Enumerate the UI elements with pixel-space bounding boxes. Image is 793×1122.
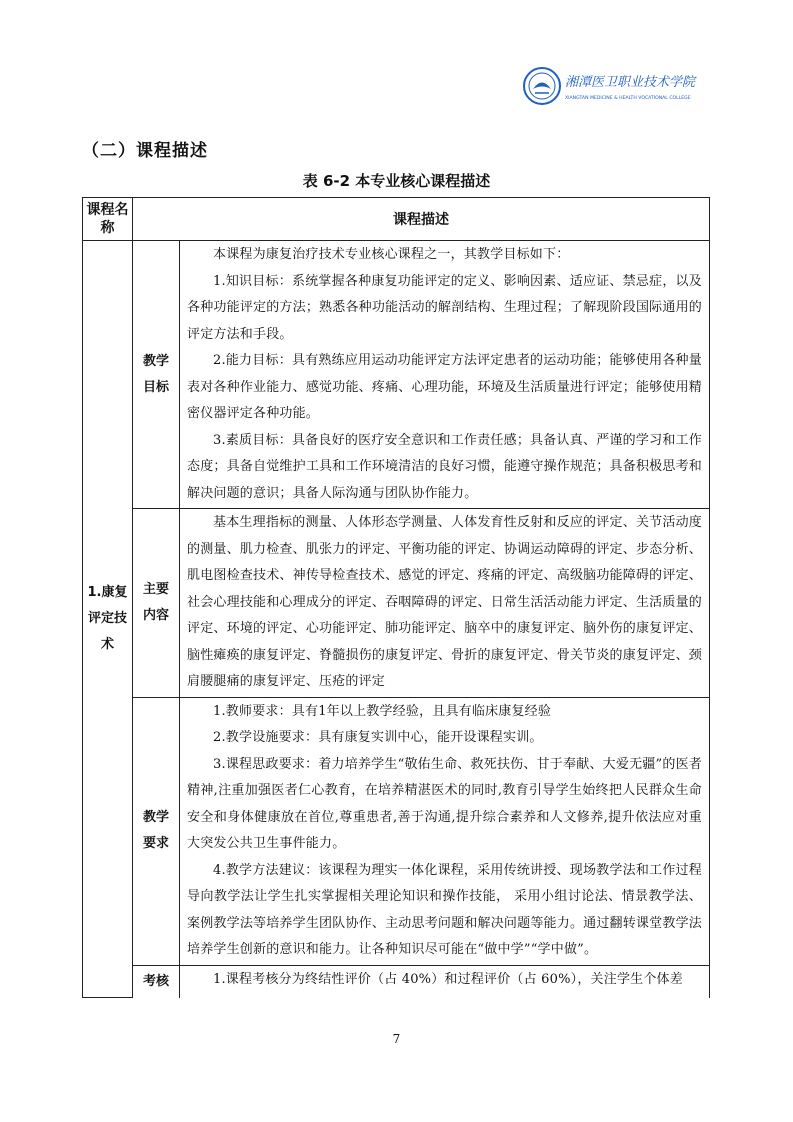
content-objectives [180,241,710,509]
aspect-assessment: 考核 [133,965,180,998]
table-row-requirements [83,697,710,965]
paragraph: 2.能力目标：具有熟练应用运动功能评定方法评定患者的运动功能；能够使用各种量表对各种作业能力、感觉功能、疼痛、心理功能，环境及生活质量进行评定；能够使用精密仪器评定各种功能。 [187,353,702,421]
content-requirements [180,697,710,965]
course-name-cell: 1.康复评定技术 [83,241,133,998]
paragraph: 3.课程思政要求：着力培养学生“敬佑生命、救死扶伤、甘于奉献、大爱无疆”的医者精神,注重加强医者仁心教育，在培养精湛医术的同时,教育引导学生始终把人民群众生命安全和身体健康放在首位,尊重患者,善于沟通,提升综合素养和人文修养,提升依法应对重大突发公共卫生事件能力。 [187,756,702,851]
aspect-requirements: 教学要求 [133,697,180,965]
table-header-row [83,198,710,241]
aspect-objectives: 教学目标 [133,241,180,509]
table-row-objectives [83,241,710,509]
logo-text: 湘潭医卫职业技术学院 [565,75,696,90]
aspect-content: 主要内容 [133,509,180,698]
paragraph: 3.素质目标：具备良好的医疗安全意识和工作责任感；具备认真、严谨的学习和工作态度；具备自觉维护工具和工作环境清洁的良好习惯，能遵守操作规范；具备积极思考和解决问题的意识；具备人际沟通与团队协作能力。 [187,432,702,501]
page-number: 7 [392,1032,401,1046]
paragraph: 本课程为康复治疗技术专业核心课程之一，其教学目标如下： [213,247,570,262]
table-caption: 表 6-2 本专业核心课程描述 [302,172,491,190]
paragraph: 1.知识目标：系统掌握各种康复功能评定的定义、影响因素、适应证、禁忌症，以及各种功能评定的方法；熟悉各种功能活动的解剖结构、生理过程；了解现阶段国际通用的评定方法和手段。 [187,273,702,342]
paragraph: 1.教师要求：具有1年以上教学经验，且具有临床康复经验 [213,703,552,719]
college-seal-icon [524,68,560,104]
college-logo [522,66,712,106]
core-course-table [82,197,710,998]
content-assessment [180,965,710,998]
section-heading: （二）课程描述 [82,141,208,161]
header-course-name: 课程名称 [83,198,133,241]
paragraph: 1.课程考核分为终结性评价（占 40%）和过程评价（占 60%），关注学生个体差 [213,971,683,987]
content-main [180,509,710,698]
paragraph: 4.教学方法建议：该课程为理实一体化课程，采用传统讲授、现场教学法和工作过程导向教学法让学生扎实掌握相关理论知识和操作技能， 采用小组讨论法、情景教学法、案例教学法等培养学生团队协作、主动思考问题和解决问题等能力。通过翻转课堂教学法培养学生创新的意识和能力。让各种知识尽可能在“做中学”“学中做”。 [187,862,702,957]
table-row-content [83,509,710,698]
table-row-assessment [83,965,710,998]
paragraph: 2.教学设施要求：具有康复实训中心，能开设课程实训。 [213,730,543,745]
logo-subtitle: XIANGTAN MEDICINE & HEALTH VOCATIONAL COLLEGE [565,96,691,101]
paragraph: 基本生理指标的测量、人体形态学测量、人体发育性反射和反应的评定、关节活动度的测量、肌力检查、肌张力的评定、平衡功能的评定、协调运动障碍的评定、步态分析、肌电图检查技术、神传导检查技术、感觉的评定、疼痛的评定、高级脑功能障碍的评定、社会心理技能和心理成分的评定、吞咽障碍的评定、日常生活活动能力评定、生活质量的评定、环境的评定、心功能评定、肺功能评定、脑卒中的康复评定、脑外伤的康复评定、脑性瘫痪的康复评定、脊髓损伤的康复评定、骨折的康复评定、骨关节炎的康复评定、颈肩腰腿痛的康复评定、压疮的评定 [187,515,702,689]
header-description: 课程描述 [133,198,710,241]
